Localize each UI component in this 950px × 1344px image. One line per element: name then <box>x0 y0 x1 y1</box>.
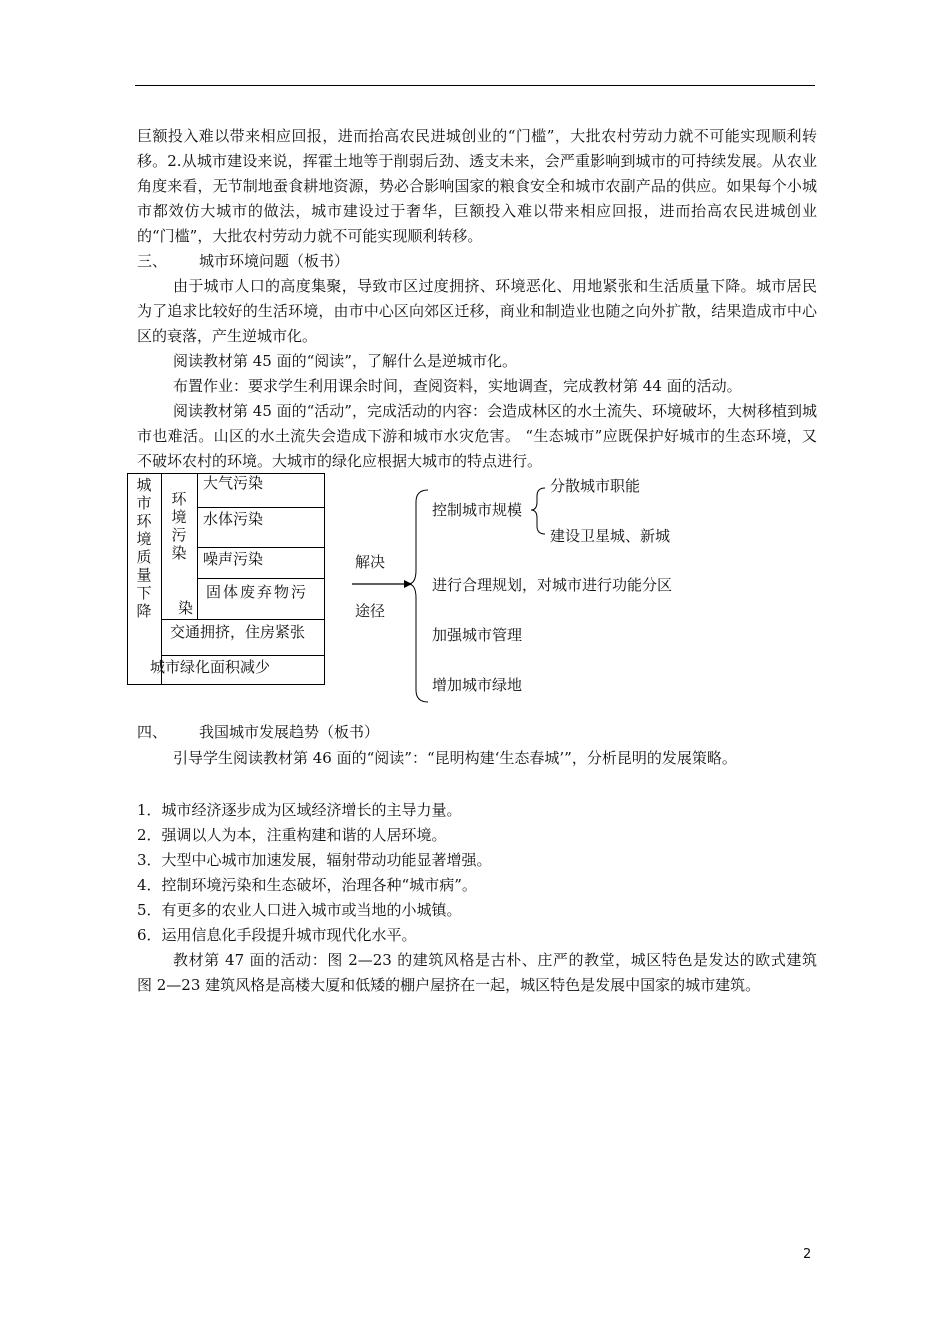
paragraph-kunming: 引导学生阅读教材第 46 面的“阅读”：“昆明构建‘生态春城’”，分析昆明的发展策略。 <box>173 749 737 767</box>
diagram-water-pollution: 水体污染 <box>203 510 264 528</box>
solutions-brace <box>408 490 428 702</box>
diagram-arrow-label-bottom: 途径 <box>355 602 386 620</box>
diagram-arrow-label-top: 解决 <box>355 553 386 571</box>
diagram-noise-pollution: 噪声污染 <box>203 550 264 568</box>
solution-disperse-functions: 分散城市职能 <box>550 477 641 495</box>
section-title: 城市环境问题（板书） <box>199 252 350 270</box>
paragraph-homework: 布置作业：要求学生利用课余时间，查阅资料，实地调查，完成教材第 44 面的活动。 <box>173 377 742 395</box>
paragraph-migration-cost: 巨额投入难以带来相应回报，进而抬高农民进城创业的“门槛”，大批农村劳动力就不可能实现顺利转移。2.从城市建设来说，挥霍土地等于削弱后劲、透支未来，会严重影响到城市的可持续发展。从农业角度来看，无节制地蚕食耕地资源，势必合影响国家的粮食安全和城市农副产品的供应。如果每个小城市都效仿大城市的做法，城市建设过于奢华，巨额投入难以带来相应回报，进而抬高农民进城创业的“门槛”，大批农村劳动力就不可能实现顺利转移。 <box>137 127 817 245</box>
solution-management: 加强城市管理 <box>432 626 523 644</box>
list-item: 4．控制环境污染和生态破坏，治理各种“城市病”。 <box>137 876 477 894</box>
diagram-green-area: 城市绿化面积减少 <box>150 658 271 676</box>
section-number: 四、 <box>137 723 168 741</box>
paragraph-activity-45: 阅读教材第 45 面的“活动”，完成活动的内容：会造成林区的水土流失、环境破坏，大树移植到城市也难活。山区的水土流失会造成下游和城市水灾危害。 “生态城市”应既保护好城市的生态环境，又不破坏农村的环境。大城市的绿化应根据大城市的特点进行。 <box>137 402 817 470</box>
list-item: 6．运用信息化手段提升城市现代化水平。 <box>137 926 417 944</box>
list-item: 5．有更多的农业人口进入城市或当地的小城镇。 <box>137 901 462 919</box>
solution-green-land: 增加城市绿地 <box>432 676 523 694</box>
diagram-pollution-label-end: 染 <box>178 599 194 617</box>
diagram-solid-waste: 固体废弃物污 <box>206 583 309 601</box>
solution-control-scale: 控制城市规模 <box>432 501 523 519</box>
solution-satellite-towns: 建设卫星城、新城 <box>550 527 671 545</box>
paragraph-activity-47: 教材第 47 面的活动：图 2—23 的建筑风格是古朴、庄严的教堂，城区特色是发达的欧式建筑 图 2—23 建筑风格是高楼大厦和低矮的棚户屋挤在一起，城区特色是发展中国家的城市建筑。 <box>137 951 833 994</box>
diagram-main-label: 城市环境质量下降 <box>136 476 152 620</box>
paragraph-reading-45: 阅读教材第 45 面的“阅读”，了解什么是逆城市化。 <box>173 352 517 370</box>
diagram-pollution-label: 环境污染 <box>171 490 187 562</box>
section-title: 我国城市发展趋势（板书） <box>199 723 380 741</box>
list-item: 2．强调以人为本，注重构建和谐的人居环境。 <box>137 826 447 844</box>
diagram-air-pollution: 大气污染 <box>203 474 264 492</box>
page-number: 2 <box>803 1247 812 1262</box>
list-item: 1．城市经济逐步成为区域经济增长的主导力量。 <box>137 801 462 819</box>
control-brace <box>531 488 545 534</box>
list-item: 3．大型中心城市加速发展，辐射带动功能显著增强。 <box>137 851 492 869</box>
section-number: 三、 <box>137 252 168 270</box>
paragraph-counter-urbanization: 由于城市人口的高度集聚，导致市区过度拥挤、环境恶化、用地紧张和生活质量下降。城市居民为了追求比较好的生活环境，由市中心区向郊区迁移，商业和制造业也随之向外扩散，结果造成市中心区的衰落，产生逆城市化。 <box>137 277 817 345</box>
solution-planning: 进行合理规划，对城市进行功能分区 <box>432 576 673 594</box>
section-heading-4 <box>137 720 379 745</box>
diagram-traffic: 交通拥挤，住房紧张 <box>170 623 306 641</box>
